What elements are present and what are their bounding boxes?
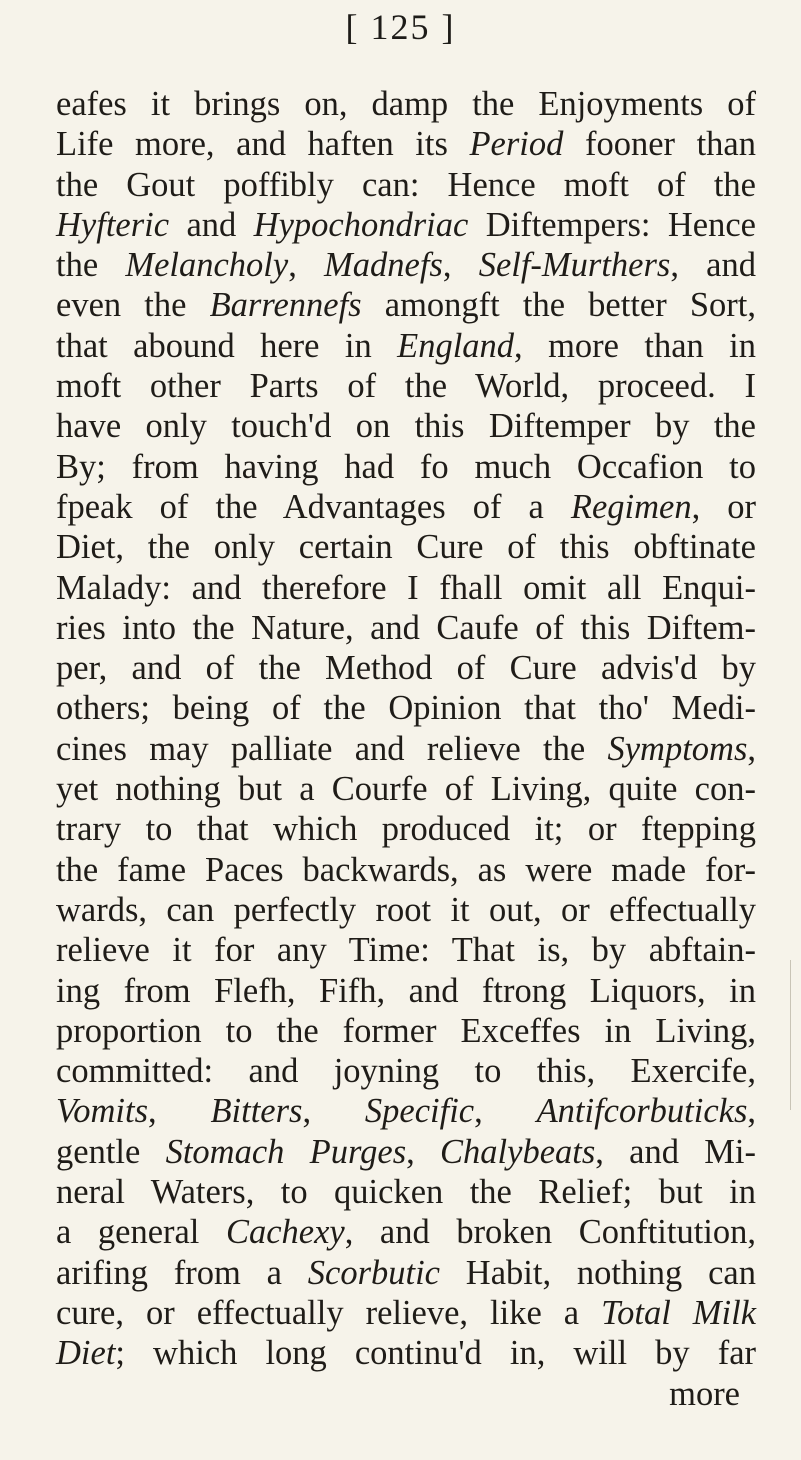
text-line [56, 809, 756, 849]
text-line [56, 165, 756, 205]
text-span: the [56, 246, 126, 285]
text-span: cines may palliate and relieve the [56, 729, 608, 768]
text-line [56, 124, 756, 164]
text-span: Life more, and haften its [56, 125, 470, 164]
text-line [56, 729, 756, 769]
text-line [56, 245, 756, 285]
text-span: the fame Paces backwards, as were made for- [56, 850, 756, 889]
italic-span: Hyfteric [56, 205, 170, 244]
text-span: , [288, 246, 325, 285]
text-span: , [302, 1092, 365, 1131]
italic-span: Hypochondriac [253, 205, 469, 244]
text-span: ; which long continu'd in, will by far [115, 1334, 756, 1373]
text-span: , more than in [514, 326, 757, 365]
italic-span: Chalybeats [440, 1132, 596, 1171]
text-span: gentle [56, 1132, 166, 1171]
italic-span: Stomach Purges [165, 1132, 407, 1171]
italic-span: Bitters [210, 1092, 303, 1131]
text-line [56, 406, 756, 446]
text-span: eafes it brings on, damp the Enjoyments of [56, 85, 756, 123]
text-span: moft other Parts of the World, proceed. I [56, 367, 756, 406]
text-line [56, 285, 756, 325]
page-number: [ 125 ] [345, 7, 456, 47]
text-line [56, 971, 756, 1011]
text-span: wards, can perfectly root it out, or effectually [56, 890, 756, 929]
text-span: Malady: and therefore I fhall omit all Enqui- [56, 568, 756, 607]
text-span: proportion to the former Exceffes in Living, [56, 1011, 756, 1050]
text-line [56, 648, 756, 688]
text-span: others; being of the Opinion that tho' Medi- [56, 689, 756, 728]
text-line [56, 326, 756, 366]
text-span: ing from Flefh, Fifh, and ftrong Liquors, in [56, 971, 756, 1010]
text-line [56, 930, 756, 970]
italic-span: Self-Murthers [478, 246, 671, 285]
text-line [56, 527, 756, 567]
text-line [56, 608, 756, 648]
text-line [56, 1293, 756, 1333]
text-span: , [747, 729, 756, 768]
text-span: , [406, 1132, 441, 1171]
text-span: yet nothing but a Courfe of Living, quite con- [56, 770, 756, 809]
text-span: the Gout poffibly can: Hence moft of the [56, 165, 756, 204]
text-line [56, 568, 756, 608]
catchword: more [669, 1374, 740, 1413]
text-span: arifing from a [56, 1253, 308, 1292]
text-span: amongft the better Sort, [361, 286, 756, 325]
text-line [56, 1132, 756, 1172]
text-span: Habit, nothing can [440, 1253, 756, 1292]
text-span: fooner than [563, 125, 756, 164]
italic-span: Cachexy [225, 1213, 345, 1252]
text-line [56, 688, 756, 728]
text-line [56, 1212, 756, 1252]
text-line [56, 850, 756, 890]
text-line [56, 1172, 756, 1212]
text-span: , [442, 246, 479, 285]
text-span: , and [670, 246, 756, 285]
text-span: , [474, 1092, 537, 1131]
text-span: a general [56, 1213, 226, 1252]
text-span: , [747, 1092, 756, 1131]
text-span: ries into the Nature, and Caufe of this Diftem- [56, 608, 756, 647]
italic-span: Total Milk [601, 1293, 757, 1332]
italic-span: Period [469, 125, 564, 164]
text-span: trary to that which produced it; or ftepping [56, 810, 756, 849]
text-span: neral Waters, to quicken the Relief; but in [56, 1173, 756, 1212]
text-line [56, 205, 756, 245]
text-line [56, 1333, 756, 1373]
body-text [56, 84, 756, 1414]
text-span: per, and of the Method of Cure advis'd by [56, 649, 756, 688]
italic-span: Barrennefs [209, 286, 362, 325]
italic-span: Vomits [56, 1092, 149, 1131]
italic-span: Specific [364, 1092, 475, 1131]
text-line [56, 84, 756, 124]
text-span: cure, or effectually relieve, like a [56, 1293, 602, 1332]
text-line [56, 366, 756, 406]
text-line [56, 890, 756, 930]
text-line [56, 1051, 756, 1091]
italic-span: Antifcorbuticks [536, 1092, 748, 1131]
text-span: Diftempers: Hence [468, 205, 756, 244]
text-span: committed: and joyning to this, Exercife, [56, 1052, 756, 1091]
text-line [56, 1091, 756, 1131]
italic-span: Melancholy [125, 246, 289, 285]
italic-span: Scorbutic [307, 1253, 440, 1292]
text-line [56, 769, 756, 809]
text-span: , and Mi- [595, 1132, 756, 1171]
italic-span: Regimen [570, 487, 692, 526]
text-span: By; from having had fo much Occafion to [56, 447, 756, 486]
text-line [56, 1011, 756, 1051]
page-edge [790, 960, 795, 1110]
text-line [56, 1253, 756, 1293]
text-span: Diet, the only certain Cure of this obftinate [56, 528, 756, 567]
italic-span: Symptoms [607, 729, 748, 768]
text-span: have only touch'd on this Diftemper by the [56, 407, 756, 446]
text-span: fpeak of the Advantages of a [56, 487, 571, 526]
italic-span: England [397, 326, 515, 365]
text-span: even the [56, 286, 210, 325]
text-line [56, 487, 756, 527]
text-span: , or [691, 487, 756, 526]
text-span: that abound here in [56, 326, 398, 365]
italic-span: Madnefs [324, 246, 443, 285]
italic-span: Diet [56, 1334, 116, 1373]
text-line [56, 447, 756, 487]
text-span: and [169, 205, 254, 244]
text-span: , and broken Conftitution, [344, 1213, 756, 1252]
text-span: relieve it for any Time: That is, by abftain- [56, 931, 756, 970]
text-span: , [148, 1092, 211, 1131]
